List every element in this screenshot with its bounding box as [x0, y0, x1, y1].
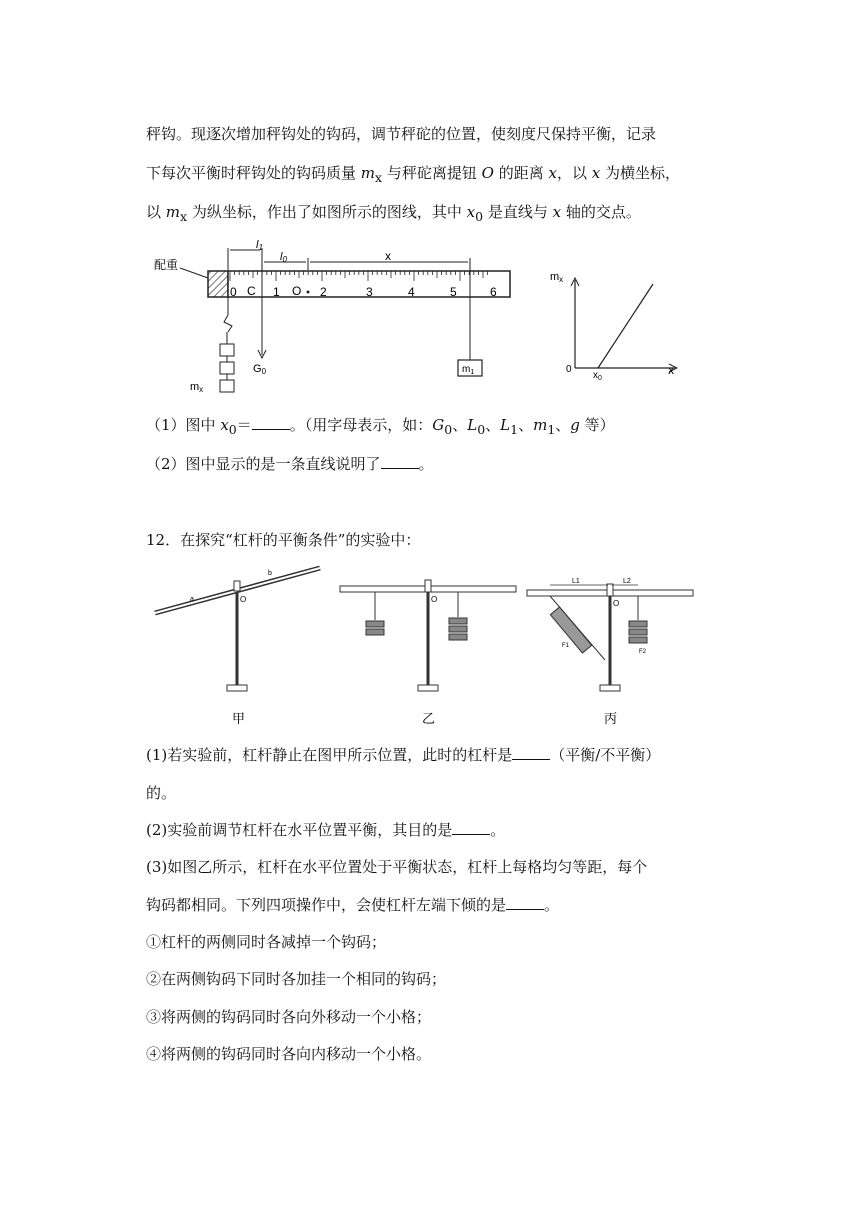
label-b: b — [268, 570, 272, 577]
answer-blank — [252, 415, 290, 430]
graph-ylabel: mx — [550, 271, 564, 284]
label-L1: L1 — [572, 578, 580, 585]
tick-2: 2 — [320, 285, 327, 299]
symbol-L: L — [500, 416, 511, 434]
option-text: ③将两侧的钩码同时各向外移动一个小格； — [146, 1008, 432, 1026]
label-a: a — [190, 596, 194, 603]
counterweight-block — [208, 271, 228, 297]
label-L2: L2 — [623, 578, 631, 585]
text: 。 — [418, 455, 434, 473]
subscript: 1 — [510, 422, 519, 437]
mx-x-graph — [550, 271, 677, 382]
intro-text: 秤钩。现逐次增加秤钩处的钩码，调节秤砣的位置，使刻度尺保持平衡，记录 — [146, 125, 657, 143]
pivot-O: O — [613, 599, 620, 608]
option-text: ④将两侧的钩码同时各向内移动一个小格。 — [146, 1045, 432, 1063]
subscript: x — [180, 209, 188, 224]
G0-label: G0 — [253, 363, 267, 376]
q11-part-1 — [146, 414, 615, 441]
text: 轴的交点。 — [561, 203, 641, 221]
symbol-O: O — [481, 164, 494, 182]
q12-option-4 — [146, 1043, 431, 1065]
symbol-x: x — [220, 416, 229, 434]
figure-label-yi: 乙 — [422, 711, 436, 726]
symbol-x: x — [548, 164, 557, 182]
l1-label: l1 — [256, 240, 263, 252]
text: 等） — [579, 416, 615, 434]
symbol-L: L — [467, 416, 478, 434]
symbol-g: g — [570, 416, 580, 434]
symbol-x: x — [591, 164, 601, 182]
option-text: ①杠杆的两侧同时各减掉一个钩码； — [146, 933, 387, 951]
tick-3: 3 — [366, 285, 373, 299]
label-F1: F1 — [562, 643, 570, 649]
intro-line-1 — [146, 123, 656, 145]
q12-option-3 — [146, 1006, 431, 1028]
text: （1）图中 — [146, 416, 221, 434]
lever-figures — [150, 565, 710, 730]
answer-blank — [506, 895, 544, 910]
subscript: 0 — [444, 422, 453, 437]
option-text: ②在两侧钩码下同时各加挂一个相同的钩码； — [146, 970, 447, 988]
graph-origin: 0 — [566, 364, 572, 375]
q12-option-2 — [146, 968, 446, 990]
text: 。（用字母表示，如： — [289, 416, 433, 434]
q12-sub-2 — [146, 819, 505, 841]
tick-6: 6 — [490, 285, 497, 299]
mx-label: mx — [190, 381, 204, 394]
text: ，以 — [556, 164, 592, 182]
text: (3)如图乙所示，杠杆在水平位置处于平衡状态，杠杆上每格均匀等距，每个 — [146, 858, 648, 876]
q12-option-1 — [146, 931, 386, 953]
text: 、 — [555, 416, 571, 434]
subscript: 0 — [228, 422, 237, 437]
pivot-O: O — [240, 595, 247, 604]
m1-label: $m_1$ — [462, 364, 475, 376]
text: 钩码都相同。下列四项操作中，会使杠杆左端下倾的是 — [146, 896, 507, 914]
q12-sub-3-line-2 — [146, 894, 559, 916]
text: 以 — [146, 203, 166, 221]
q12-sub-1-line-1 — [146, 744, 660, 766]
text: （平衡/不平衡） — [550, 746, 661, 764]
subscript: 0 — [477, 422, 486, 437]
text: 下每次平衡时秤钩处的钩码质量 — [146, 164, 361, 182]
text: （2）图中显示的是一条直线说明了 — [146, 455, 381, 473]
question-title: 12．在探究“杠杆的平衡条件”的实验中： — [146, 531, 421, 549]
figure-label-jia: 甲 — [232, 711, 246, 726]
graph-line — [598, 284, 653, 368]
pivot-O: O — [431, 595, 438, 604]
subscript: 1 — [547, 422, 556, 437]
text: 。 — [490, 821, 506, 839]
text: (1)若实验前，杠杆静止在图甲所示位置，此时的杠杆是 — [146, 746, 513, 764]
steelyard-figure — [150, 240, 690, 400]
text: 、 — [485, 416, 501, 434]
text: 的距离 — [493, 164, 549, 182]
point-O-label: O — [292, 284, 302, 298]
figure-label-bing: 丙 — [604, 711, 618, 726]
symbol-x: x — [552, 203, 562, 221]
intro-line-3 — [146, 201, 641, 228]
tick-1: 1 — [273, 285, 280, 299]
answer-blank — [512, 745, 550, 760]
text: (2)实验前调节杠杆在水平位置平衡，其目的是 — [146, 821, 453, 839]
point-C-label: C — [247, 284, 256, 298]
symbol-m: m — [165, 203, 181, 221]
graph-x0-label: $x_0$ — [593, 370, 602, 382]
subscript: 0 — [475, 209, 484, 224]
answer-blank — [452, 820, 490, 835]
text: 与秤砣离提钮 — [382, 164, 482, 182]
lever-figure-bing — [527, 578, 693, 691]
q11-part-2 — [146, 453, 434, 475]
symbol-m: m — [533, 416, 548, 434]
q12-sub-1-line-2 — [146, 782, 176, 804]
text: 。 — [544, 896, 560, 914]
tick-4: 4 — [408, 285, 415, 299]
lever-figure-jia — [155, 568, 320, 691]
x-distance-label: x — [385, 249, 391, 263]
subscript: x — [375, 170, 383, 185]
text: 为横坐标， — [600, 164, 680, 182]
symbol-x: x — [466, 203, 476, 221]
q12-title — [146, 529, 420, 551]
graph-xlabel: x — [668, 363, 674, 377]
text: 的。 — [146, 784, 177, 802]
tick-5: 5 — [450, 285, 457, 299]
intro-line-2 — [146, 162, 680, 189]
text: 、 — [518, 416, 534, 434]
lever-figure-yi — [340, 580, 516, 691]
symbol-G: G — [432, 416, 445, 434]
q12-sub-3-line-1 — [146, 856, 647, 878]
answer-blank — [381, 454, 419, 469]
symbol-m: m — [360, 164, 376, 182]
text: 为纵坐标，作出了如图所示的图线，其中 — [187, 203, 467, 221]
l0-label: l0 — [280, 251, 287, 264]
text: ＝ — [236, 416, 252, 434]
text: 是直线与 — [483, 203, 553, 221]
text: 、 — [452, 416, 468, 434]
label-F2: F2 — [639, 649, 647, 655]
tick-0: 0 — [230, 285, 237, 299]
counterweight-label: 配重 — [154, 258, 179, 272]
